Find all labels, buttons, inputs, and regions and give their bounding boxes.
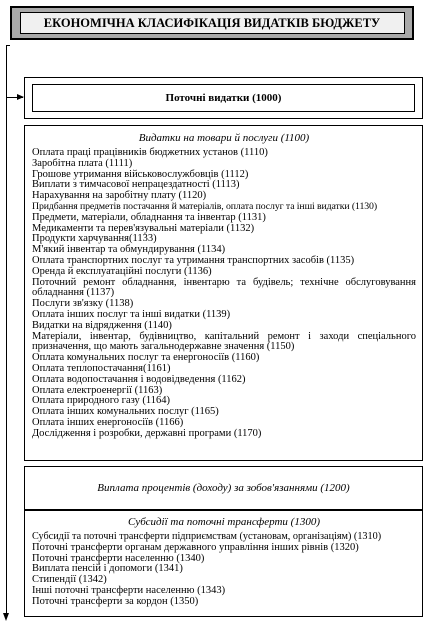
arrow-right-icon [17,94,24,100]
list-item: Інші поточні трансферти населенню (1343) [32,584,226,596]
list-item: Заробітна плата (1111) [32,157,133,169]
current-expenditures-label: Поточні видатки (1000) [32,84,415,112]
list-item: Оплата інших послуг та інші видатки (1139) [32,308,231,320]
list-item: Поточний ремонт обладнання, інвентарю та будівель; технічне обслуговування обладнання (1137) [32,276,416,299]
list-item: Оплата праці працівників бюджетних установ (1110) [32,147,268,158]
connector-line [6,45,7,617]
list-item: Оплата інших комунальних послуг (1165) [32,406,219,418]
list-item: Придбання предметів постачання й матеріалів, оплата послуг та інші видатки (1130) [32,200,378,212]
list-item: Предмети, матеріали, обладнання та інвентар (1131) [32,211,266,223]
list-item: Виплати з тимчасової непрацездатності (1113) [32,179,240,191]
list-item: Продукти харчування(1133) [32,233,157,245]
interest-payments-label: Виплата процентів (доходу) за зобов'язаннями (1200) [97,482,350,494]
current-expenditures-box [24,77,423,119]
list-item: Оплата транспортних послуг та утримання транспортних засобів (1135) [32,254,355,266]
goods-services-header: Видатки на товари й послуги (1100) [138,132,310,144]
subsidies-transfers-header: Субсидії та поточні трансферти (1300) [128,516,320,528]
list-item: Дослідження і розробки, державні програми (1170) [32,427,262,439]
list-item: Стипендії (1342) [32,574,107,586]
connector-stub [6,45,10,46]
list-item: Нарахування на заробітну плату (1120) [32,190,207,202]
page-title: ЕКОНОМІЧНА КЛАСИФІКАЦІЯ ВИДАТКІВ БЮДЖЕТУ [20,12,405,34]
goods-services-box [24,125,423,461]
list-item: Оренда й експлуатаційні послуги (1136) [32,265,212,277]
list-item: Оплата комунальних послуг та енергоносіїв (1160) [32,352,260,364]
list-item: Поточні трансферти населенню (1340) [32,552,205,564]
list-item: Оплата водопостачання і водовідведення (1162) [32,373,246,385]
list-item: Виплата пенсій і допомоги (1341) [32,563,183,575]
list-item: Оплата електроенергії (1163) [32,384,163,396]
list-item: Поточні трансферти органам державного управління інших рівнів (1320) [32,541,359,553]
list-item: Послуги зв'язку (1138) [32,298,134,310]
list-item: Оплата теплопостачання(1161) [32,362,171,374]
arrow-down-icon [3,613,9,621]
list-item: Матеріали, інвентар, будівництво, капітальний ремонт і заходи спеціального призначення, що мають загальнодержавне значення (1150) [32,330,416,353]
list-item: Медикаменти та перев'язувальні матеріали (1132) [32,222,255,234]
title-box [10,6,414,40]
list-item: Оплата інших енергоносіїв (1166) [32,416,184,428]
subsidies-transfers-box [24,510,423,617]
list-item: Оплата природного газу (1164) [32,395,171,407]
list-item: Субсидії та поточні трансферти підприємствам (установам, організаціям) (1310) [32,531,382,542]
list-item: Видатки на відрядження (1140) [32,319,172,331]
list-item: Грошове утримання військовослужбовців (1112) [32,168,249,180]
interest-payments-box [24,466,423,510]
list-item: Поточні трансферти за кордон (1350) [32,595,199,607]
list-item: М'який інвентар та обмундирування (1134) [32,244,226,256]
